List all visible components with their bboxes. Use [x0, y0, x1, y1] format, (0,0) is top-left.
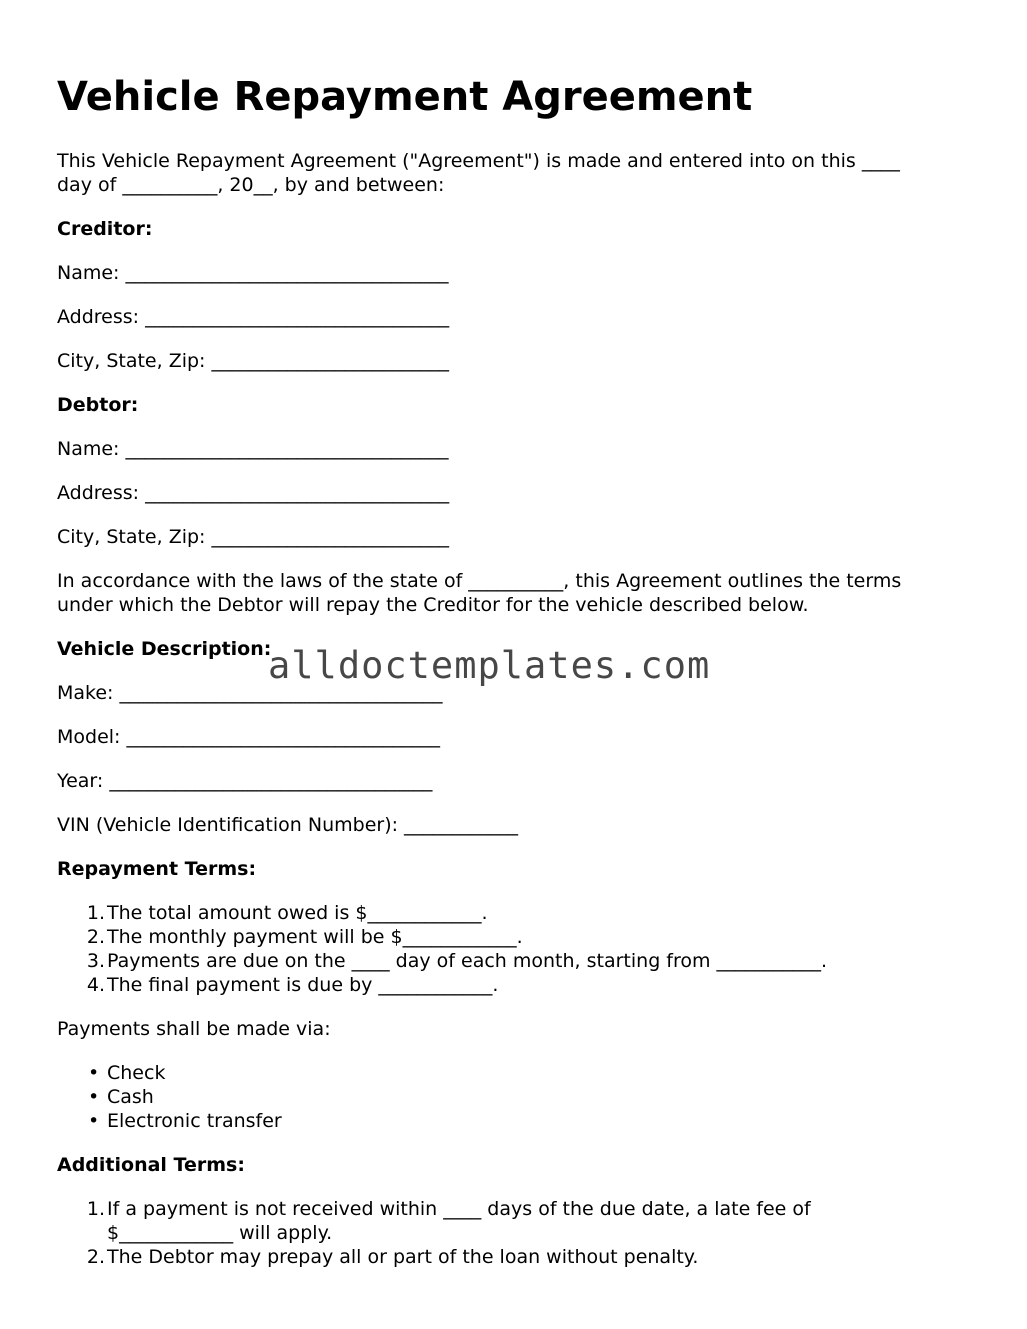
vehicle-vin-field: VIN (Vehicle Identification Number): ____________: [57, 814, 519, 836]
creditor-city-field: City, State, Zip: _________________________: [57, 350, 449, 372]
bullet-icon: •: [88, 1086, 100, 1108]
list-item: Check: [107, 1062, 166, 1084]
list-number: 4.: [86, 974, 105, 996]
list-item: The final payment is due by ____________.: [107, 974, 499, 996]
debtor-heading: Debtor:: [57, 394, 139, 416]
list-item: The monthly payment will be $____________.: [107, 926, 523, 948]
creditor-heading: Creditor:: [57, 218, 153, 240]
list-item-continuation: $____________ will apply.: [107, 1222, 333, 1244]
list-item: If a payment is not received within ____ days of the due date, a late fee of: [107, 1198, 811, 1220]
repayment-heading: Repayment Terms:: [57, 858, 257, 880]
bullet-icon: •: [88, 1110, 100, 1132]
intro-line-2: day of __________, 20__, by and between:: [57, 174, 445, 196]
list-item: Cash: [107, 1086, 154, 1108]
debtor-name-field: Name: __________________________________: [57, 438, 449, 460]
vehicle-year-field: Year: __________________________________: [57, 770, 433, 792]
list-item: Electronic transfer: [107, 1110, 282, 1132]
vehicle-model-field: Model: _________________________________: [57, 726, 440, 748]
additional-heading: Additional Terms:: [57, 1154, 245, 1176]
list-item: The total amount owed is $____________.: [107, 902, 488, 924]
debtor-address-field: Address: ________________________________: [57, 482, 450, 504]
list-item: Payments are due on the ____ day of each month, starting from ___________.: [107, 950, 828, 972]
creditor-address-field: Address: ________________________________: [57, 306, 450, 328]
vehicle-heading: Vehicle Description:: [57, 638, 272, 660]
list-number: 1.: [86, 902, 105, 924]
law-line-1: In accordance with the laws of the state of __________, this Agreement outlines the terms: [57, 570, 902, 592]
list-number: 3.: [86, 950, 105, 972]
bullet-icon: •: [88, 1062, 100, 1084]
payments-intro: Payments shall be made via:: [57, 1018, 331, 1040]
document-title: Vehicle Repayment Agreement: [57, 74, 753, 120]
creditor-name-field: Name: __________________________________: [57, 262, 449, 284]
list-item: The Debtor may prepay all or part of the loan without penalty.: [107, 1246, 699, 1268]
list-number: 2.: [86, 1246, 105, 1268]
law-line-2: under which the Debtor will repay the Creditor for the vehicle described below.: [57, 594, 809, 616]
list-number: 2.: [86, 926, 105, 948]
debtor-city-field: City, State, Zip: _________________________: [57, 526, 449, 548]
vehicle-make-field: Make: __________________________________: [57, 682, 443, 704]
intro-line-1: This Vehicle Repayment Agreement ("Agreement") is made and entered into on this ____: [57, 150, 900, 172]
list-number: 1.: [86, 1198, 105, 1220]
watermark: alldoctemplates.com: [268, 644, 711, 687]
